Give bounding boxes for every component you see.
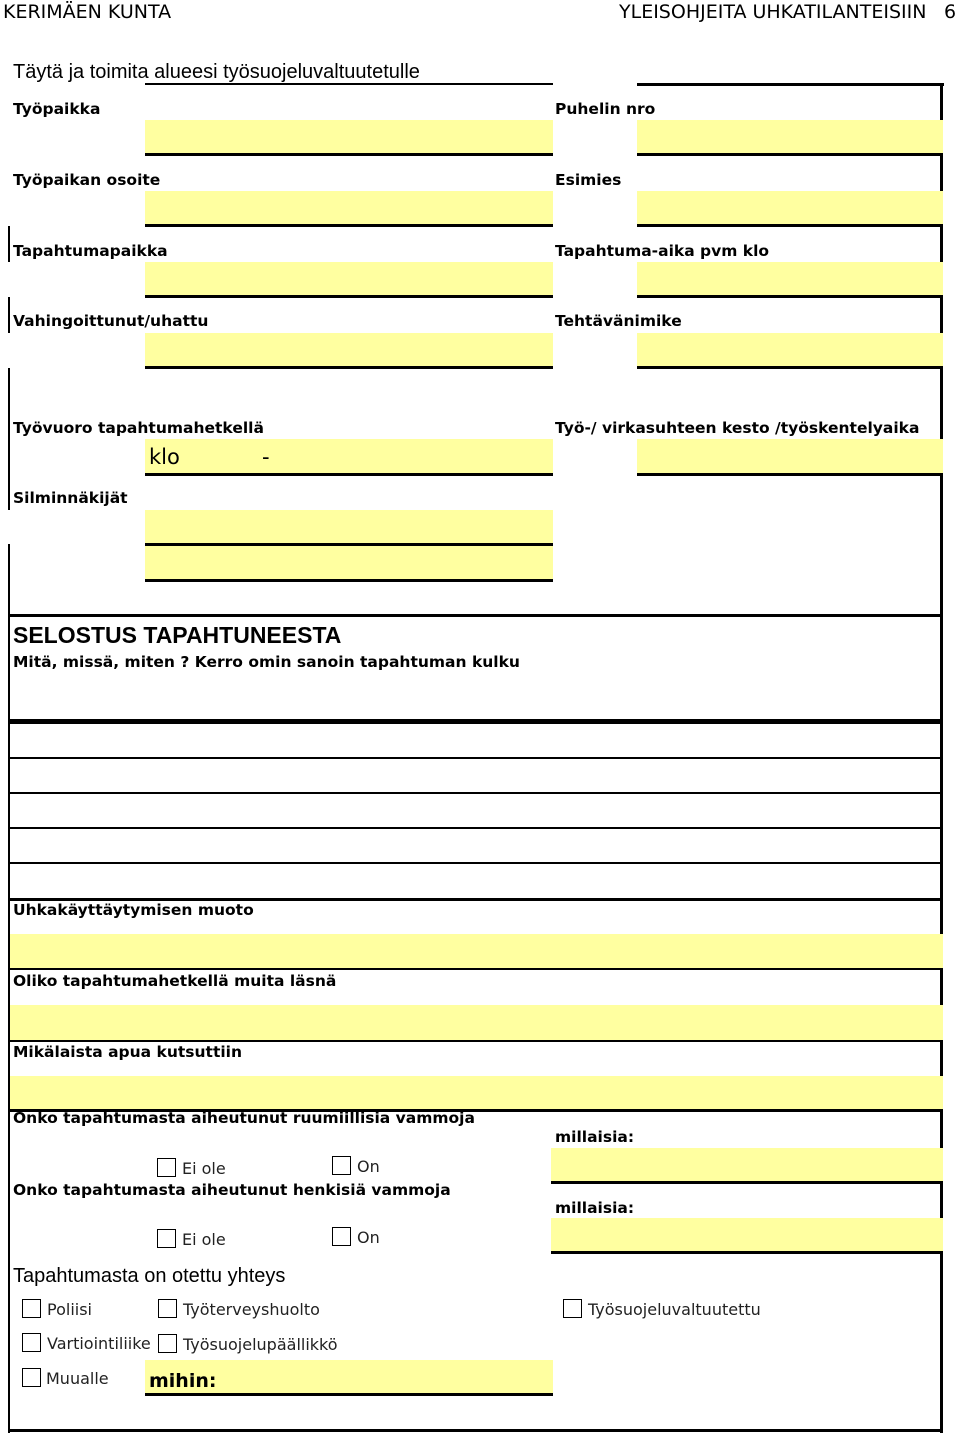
police-label: Poliisi <box>47 1300 92 1319</box>
safety-manager-label: Työsuojelupäällikkö <box>183 1335 338 1354</box>
place-field[interactable] <box>145 262 553 298</box>
security-checkbox[interactable] <box>22 1333 41 1352</box>
duration-field[interactable] <box>637 439 943 476</box>
occupational-health-label: Työterveyshuolto <box>183 1300 320 1319</box>
report-line-5[interactable] <box>8 862 943 900</box>
shift-dash-text: - <box>262 445 270 469</box>
report-line-1[interactable] <box>8 722 943 759</box>
others-present-field[interactable] <box>10 1005 943 1041</box>
label-threat-type: Uhkakäyttäytymisen muoto <box>13 901 254 919</box>
label-injured: Vahingoittunut/uhattu <box>13 312 209 330</box>
witness-field-1[interactable] <box>145 510 553 546</box>
mental-injury-details-field[interactable] <box>551 1218 943 1254</box>
label-others-present: Oliko tapahtumahetkellä muita läsnä <box>13 972 337 990</box>
report-title: SELOSTUS TAPAHTUNEESTA <box>13 622 342 648</box>
label-physical-injury: Onko tapahtumasta aiheutunut ruumiillisia vammoja <box>13 1110 475 1126</box>
label-place: Tapahtumapaikka <box>13 242 168 260</box>
threat-type-field[interactable] <box>10 934 943 970</box>
label-address: Työpaikan osoite <box>13 171 161 189</box>
label-help-called: Mikälaista apua kutsuttiin <box>13 1043 243 1061</box>
form-intro: Täytä ja toimita alueesi työsuojeluvaltuutetulle <box>13 61 420 83</box>
physical-no-label: Ei ole <box>182 1159 226 1178</box>
label-time: Tapahtuma-aika pvm klo <box>555 242 770 260</box>
occupational-health-checkbox[interactable] <box>158 1299 177 1318</box>
document-header-left: KERIMÄEN KUNTA <box>3 1 172 23</box>
contact-title: Tapahtumasta on otettu yhteys <box>13 1265 286 1287</box>
shift-field[interactable] <box>145 439 553 476</box>
label-shift: Työvuoro tapahtumahetkellä <box>13 419 264 437</box>
report-subtitle: Mitä, missä, miten ? Kerro omin sanoin tapahtuman kulku <box>13 653 520 671</box>
frame-left-segment-3 <box>8 368 10 510</box>
mental-no-checkbox[interactable] <box>157 1229 176 1248</box>
frame-left-border <box>8 544 10 1433</box>
page-number: 6 <box>944 1 957 23</box>
phone-field[interactable] <box>637 120 943 156</box>
safety-rep-checkbox[interactable] <box>563 1299 582 1318</box>
injured-field[interactable] <box>145 333 553 369</box>
report-top-line <box>8 614 943 617</box>
where-label: mihin: <box>149 1370 217 1392</box>
elsewhere-checkbox[interactable] <box>22 1368 41 1387</box>
physical-yes-label: On <box>357 1157 380 1176</box>
help-called-field[interactable] <box>10 1076 943 1112</box>
job-title-field[interactable] <box>637 333 943 369</box>
report-line-4[interactable] <box>8 827 943 864</box>
physical-yes-checkbox[interactable] <box>332 1156 351 1175</box>
mental-no-label: Ei ole <box>182 1230 226 1249</box>
security-label: Vartiointiliike <box>47 1334 151 1353</box>
label-workplace: Työpaikka <box>13 100 101 118</box>
physical-injury-details-field[interactable] <box>551 1148 943 1184</box>
others-bottom-line <box>8 1040 943 1042</box>
physical-no-checkbox[interactable] <box>157 1158 176 1177</box>
elsewhere-label: Muualle <box>46 1369 109 1388</box>
safety-manager-checkbox[interactable] <box>158 1334 177 1353</box>
label-duration: Työ-/ virkasuhteen kesto /työskentelyaika <box>555 419 920 437</box>
label-witnesses: Silminnäkijät <box>13 489 128 507</box>
address-field[interactable] <box>145 191 553 227</box>
safety-rep-label: Työsuojeluvaltuutettu <box>588 1300 761 1319</box>
shift-klo-text: klo <box>149 445 180 469</box>
police-checkbox[interactable] <box>22 1299 41 1318</box>
time-field[interactable] <box>637 262 943 298</box>
threat-bottom-line <box>8 968 943 970</box>
report-line-2[interactable] <box>8 757 943 794</box>
report-line-3[interactable] <box>8 792 943 829</box>
label-job-title: Tehtävänimike <box>555 312 682 330</box>
frame-left-segment-1 <box>8 226 10 262</box>
label-phone: Puhelin nro <box>555 100 656 118</box>
label-mental-injury: Onko tapahtumasta aiheutunut henkisiä vammoja <box>13 1181 451 1199</box>
label-supervisor: Esimies <box>555 171 622 189</box>
frame-bottom-border <box>8 1429 943 1432</box>
workplace-field[interactable] <box>145 120 553 156</box>
where-field[interactable] <box>145 1360 553 1396</box>
frame-top-line-right <box>637 83 944 86</box>
label-mental-what-kind: millaisia: <box>555 1199 635 1217</box>
label-physical-what-kind: millaisia: <box>555 1128 635 1146</box>
frame-left-segment-2 <box>8 297 10 333</box>
witness-field-2[interactable] <box>145 546 553 582</box>
supervisor-field[interactable] <box>637 191 943 227</box>
document-header-title: YLEISOHJEITA UHKATILANTEISIIN <box>619 1 927 23</box>
frame-top-line-left <box>145 83 553 85</box>
mental-yes-label: On <box>357 1228 380 1247</box>
mental-yes-checkbox[interactable] <box>332 1227 351 1246</box>
